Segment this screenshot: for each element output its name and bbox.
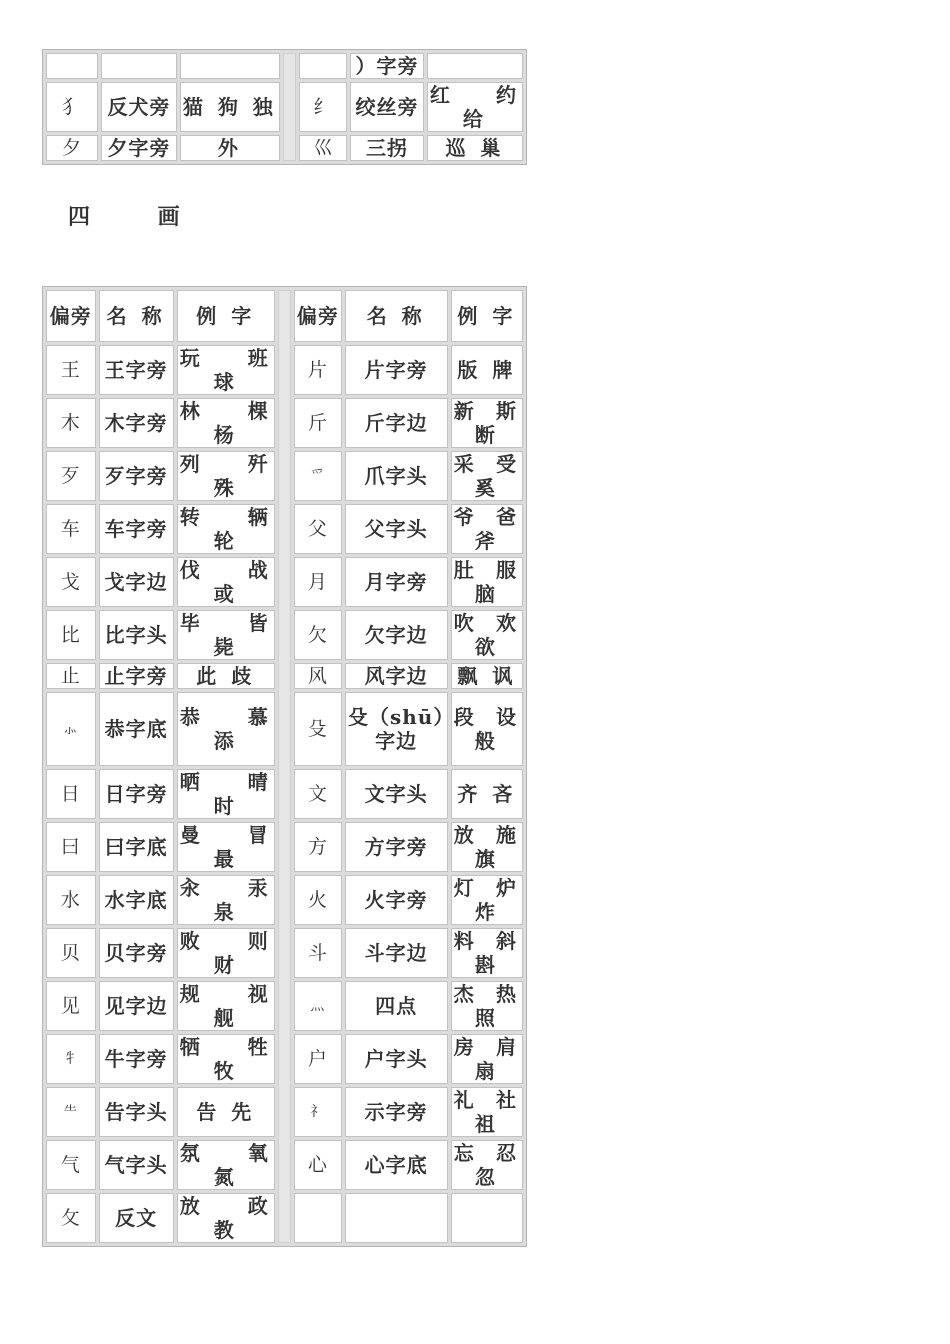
- column-header: 偏旁: [46, 290, 96, 342]
- radical-name-cell: 木字旁: [99, 398, 174, 448]
- radical-cell: 王: [46, 345, 96, 395]
- radical-name-cell: 反文: [99, 1193, 174, 1243]
- radical-cell: 巛: [299, 135, 347, 161]
- radical-cell: 斤: [294, 398, 341, 448]
- radical-name-cell: 三拐: [350, 135, 424, 161]
- radical-cell: 片: [294, 345, 341, 395]
- example-chars-cell: 放 施 旗: [451, 822, 523, 872]
- example-chars-cell: 告 先: [177, 1087, 275, 1137]
- example-chars-cell: 氛 氧 氮: [177, 1140, 275, 1190]
- column-divider: [283, 53, 296, 161]
- radical-name-cell: 火字旁: [345, 875, 448, 925]
- example-chars-cell: 爷 爸 斧: [451, 504, 523, 554]
- radical-cell: 风: [294, 663, 341, 689]
- radical-name-cell: 爪字头: [345, 451, 448, 501]
- table-body: [46, 290, 523, 1243]
- example-chars-cell: 恭 慕 添: [177, 692, 275, 766]
- radical-cell: 气: [46, 1140, 96, 1190]
- radical-cell: 爫: [294, 451, 341, 501]
- radical-cell: [294, 1193, 341, 1243]
- example-chars-cell: 房 肩 扇: [451, 1034, 523, 1084]
- radical-cell: [299, 53, 347, 79]
- example-chars-cell: 伐 战 或: [177, 557, 275, 607]
- radical-cell: 贝: [46, 928, 96, 978]
- radical-cell: 夕: [46, 135, 98, 161]
- radical-name-cell: 曰字底: [99, 822, 174, 872]
- radical-name-cell: 殳（shū）字边: [345, 692, 448, 766]
- radical-name-cell: 歹字旁: [99, 451, 174, 501]
- radical-cell: 车: [46, 504, 96, 554]
- column-header: 名 称: [345, 290, 448, 342]
- radical-cell: 斗: [294, 928, 341, 978]
- radical-cell: 木: [46, 398, 96, 448]
- example-chars-cell: 林 棵 杨: [177, 398, 275, 448]
- section-heading: 四 画: [68, 204, 210, 230]
- radical-name-cell: 欠字边: [345, 610, 448, 660]
- radical-name-cell: 斤字边: [345, 398, 448, 448]
- radical-cell: 戈: [46, 557, 96, 607]
- example-chars-cell: 曼 冒 最: [177, 822, 275, 872]
- radical-name-cell: 牛字旁: [99, 1034, 174, 1084]
- radical-cell: 方: [294, 822, 341, 872]
- radical-cell: 殳: [294, 692, 341, 766]
- column-header: 名 称: [99, 290, 174, 342]
- example-chars-cell: 齐 吝: [451, 769, 523, 819]
- radical-name-cell: 风字边: [345, 663, 448, 689]
- radical-name-cell: ）字旁: [350, 53, 424, 79]
- example-chars-cell: 列 歼 殊: [177, 451, 275, 501]
- radical-cell: 比: [46, 610, 96, 660]
- radical-cell: 歹: [46, 451, 96, 501]
- example-chars-cell: 飘 讽: [451, 663, 523, 689]
- radical-cell: 纟: [299, 82, 347, 132]
- column-divider: [278, 290, 291, 1243]
- example-chars-cell: 礼 社 祖: [451, 1087, 523, 1137]
- radical-cell: 曰: [46, 822, 96, 872]
- radical-name-cell: 反犬旁: [101, 82, 177, 132]
- column-header: 例 字: [177, 290, 275, 342]
- radical-name-cell: 户字头: [345, 1034, 448, 1084]
- radical-cell: 攵: [46, 1193, 96, 1243]
- radical-name-cell: 戈字边: [99, 557, 174, 607]
- radical-cell: 犭: [46, 82, 98, 132]
- radical-cell: 礻: [294, 1087, 341, 1137]
- table-row: [46, 53, 523, 79]
- example-chars-cell: 吹 欢 欲: [451, 610, 523, 660]
- radical-name-cell: 夕字旁: [101, 135, 177, 161]
- radical-name-cell: 气字头: [99, 1140, 174, 1190]
- header-row: [46, 290, 523, 342]
- radical-cell: ⺗: [46, 692, 96, 766]
- radical-cell: 欠: [294, 610, 341, 660]
- radical-cell: ⺧: [46, 1087, 96, 1137]
- radical-name-cell: 文字头: [345, 769, 448, 819]
- example-chars-cell: 转 辆 轮: [177, 504, 275, 554]
- radical-table-continued: [42, 49, 527, 165]
- example-chars-cell: [427, 53, 523, 79]
- radical-cell: 心: [294, 1140, 341, 1190]
- radical-cell: 月: [294, 557, 341, 607]
- radical-name-cell: 心字底: [345, 1140, 448, 1190]
- radical-name-cell: 父字头: [345, 504, 448, 554]
- radical-name-cell: 车字旁: [99, 504, 174, 554]
- radical-cell: 牜: [46, 1034, 96, 1084]
- radical-name-cell: 示字旁: [345, 1087, 448, 1137]
- example-chars-cell: 毕 皆 毙: [177, 610, 275, 660]
- example-chars-cell: 采 受 奚: [451, 451, 523, 501]
- radical-cell: 见: [46, 981, 96, 1031]
- example-chars-cell: 此 歧: [177, 663, 275, 689]
- radical-name-cell: 绞丝旁: [350, 82, 424, 132]
- radical-name-cell: 片字旁: [345, 345, 448, 395]
- radical-cell: 灬: [294, 981, 341, 1031]
- radical-name-cell: 日字旁: [99, 769, 174, 819]
- radical-name-cell: 止字旁: [99, 663, 174, 689]
- radical-name-cell: [101, 53, 177, 79]
- example-chars-cell: [180, 53, 280, 79]
- example-chars-cell: 晒 晴 时: [177, 769, 275, 819]
- radical-name-cell: 月字旁: [345, 557, 448, 607]
- example-chars-cell: 汆 汞 泉: [177, 875, 275, 925]
- example-chars-cell: 料 斜 斟: [451, 928, 523, 978]
- example-chars-cell: 猫 狗 独: [180, 82, 280, 132]
- radical-name-cell: 恭字底: [99, 692, 174, 766]
- radical-cell: 日: [46, 769, 96, 819]
- radical-cell: 户: [294, 1034, 341, 1084]
- radical-cell: [46, 53, 98, 79]
- example-chars-cell: 规 视 舰: [177, 981, 275, 1031]
- radical-name-cell: 贝字旁: [99, 928, 174, 978]
- radical-name-cell: 方字旁: [345, 822, 448, 872]
- example-chars-cell: 红 约 给: [427, 82, 523, 132]
- example-chars-cell: 新 斯 断: [451, 398, 523, 448]
- radical-cell: 文: [294, 769, 341, 819]
- radical-name-cell: 见字边: [99, 981, 174, 1031]
- example-chars-cell: 牺 牲 牧: [177, 1034, 275, 1084]
- column-header: 偏旁: [294, 290, 341, 342]
- example-chars-cell: 败 则 财: [177, 928, 275, 978]
- example-chars-cell: 忘 忍 忽: [451, 1140, 523, 1190]
- example-chars-cell: 灯 炉 炸: [451, 875, 523, 925]
- radical-cell: 水: [46, 875, 96, 925]
- radical-name-cell: [345, 1193, 448, 1243]
- example-chars-cell: 放 政 教: [177, 1193, 275, 1243]
- radical-name-cell: 告字头: [99, 1087, 174, 1137]
- example-chars-cell: 段 设 般: [451, 692, 523, 766]
- radical-name-cell: 王字旁: [99, 345, 174, 395]
- example-chars-cell: [451, 1193, 523, 1243]
- radical-name-cell: 水字底: [99, 875, 174, 925]
- radical-cell: 止: [46, 663, 96, 689]
- example-chars-cell: 杰 热 照: [451, 981, 523, 1031]
- column-header: 例 字: [451, 290, 523, 342]
- example-chars-cell: 巡 巢: [427, 135, 523, 161]
- example-chars-cell: 版 牌: [451, 345, 523, 395]
- radical-name-cell: 四点: [345, 981, 448, 1031]
- example-chars-cell: 肚 服 脑: [451, 557, 523, 607]
- radical-table-four-strokes: [42, 286, 527, 1247]
- radical-cell: 父: [294, 504, 341, 554]
- radical-name-cell: 斗字边: [345, 928, 448, 978]
- radical-cell: 火: [294, 875, 341, 925]
- radical-name-cell: 比字头: [99, 610, 174, 660]
- example-chars-cell: 外: [180, 135, 280, 161]
- example-chars-cell: 玩 班 球: [177, 345, 275, 395]
